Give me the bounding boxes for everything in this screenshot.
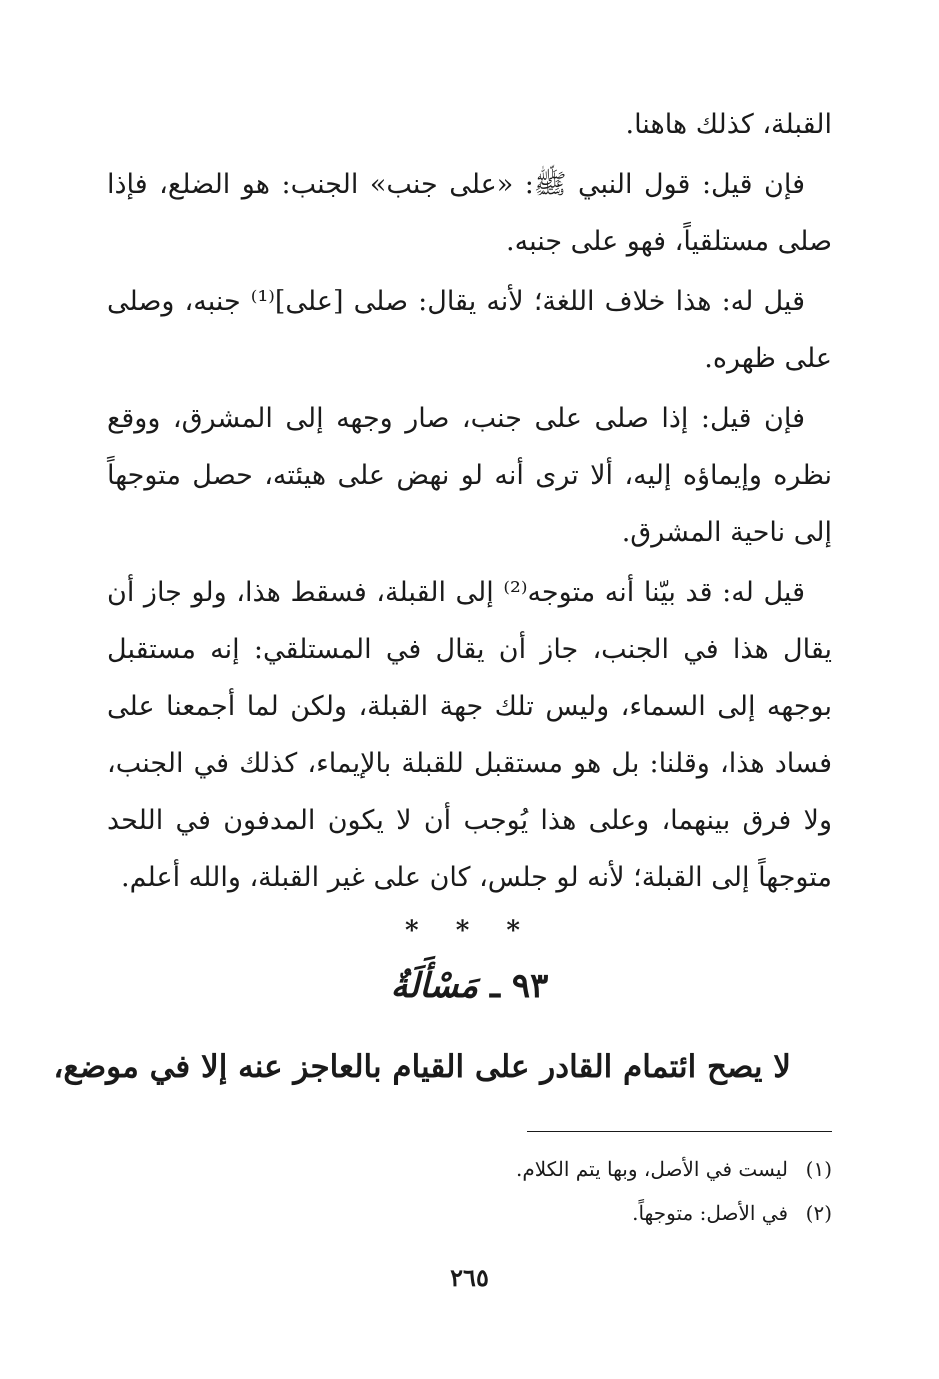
footnotes bbox=[332, 1147, 832, 1235]
section-number: ٩٣ ـ bbox=[490, 966, 549, 1006]
paragraph: قيل له: هذا خلاف اللغة؛ لأنه يقال: صلى [على]⁽¹⁾ جنبه، وصلى على ظهره. bbox=[107, 286, 832, 374]
paragraph: القبلة، كذلك هاهنا. bbox=[625, 109, 832, 140]
footnote bbox=[332, 1147, 832, 1191]
footnote-text: في الأصل: متوجهاً. bbox=[632, 1201, 788, 1225]
footnote-text: ليست في الأصل، وبها يتم الكلام. bbox=[516, 1157, 788, 1181]
footnote bbox=[332, 1191, 832, 1235]
section-statement: لا يصح ائتمام القادر على القيام بالعاجز عنه إلا في موضع، bbox=[53, 1049, 791, 1085]
section-title: مَسْأَلَةٌ bbox=[390, 966, 479, 1006]
paragraph: فإن قيل: قول النبي ﷺ: «على جنب» الجنب: هو الضلع، فإذا صلى مستلقياً، فهو على جنبه. bbox=[107, 169, 832, 257]
page-number: ٢٦٥ bbox=[450, 1263, 489, 1292]
paragraph: قيل له: قد بيّنا أنه متوجه⁽²⁾ إلى القبلة، فسقط هذا، ولو جاز أن يقال هذا في الجنب، جاز أن يقال في المستلقي: إنه مستقبل بوجهه إلى السماء، وليس تلك جهة القبلة، ولكن لما أجمعنا على فساد هذا، وقلنا: بل هو مستقبل للقبلة بالإيماء، كذلك في الجنب، ولا فرق بينهما، وعلى هذا يُوجب أن لا يكون المدفون في اللحد متوجهاً إلى القبلة؛ لأنه لو جلس، كان على غير القبلة، والله أعلم. bbox=[107, 577, 832, 893]
section-separator: * * * bbox=[405, 916, 534, 946]
footnote-number: (٢) bbox=[805, 1201, 832, 1225]
footnote-number: (١) bbox=[805, 1157, 832, 1181]
body-text bbox=[107, 96, 832, 909]
section-heading bbox=[0, 966, 939, 1006]
footnote-divider bbox=[527, 1131, 832, 1132]
paragraph: فإن قيل: إذا صلى على جنب، صار وجهه إلى المشرق، ووقع نظره وإيماؤه إليه، ألا ترى أنه لو نهض على هيئته، حصل متوجهاً إلى ناحية المشرق. bbox=[107, 403, 832, 548]
